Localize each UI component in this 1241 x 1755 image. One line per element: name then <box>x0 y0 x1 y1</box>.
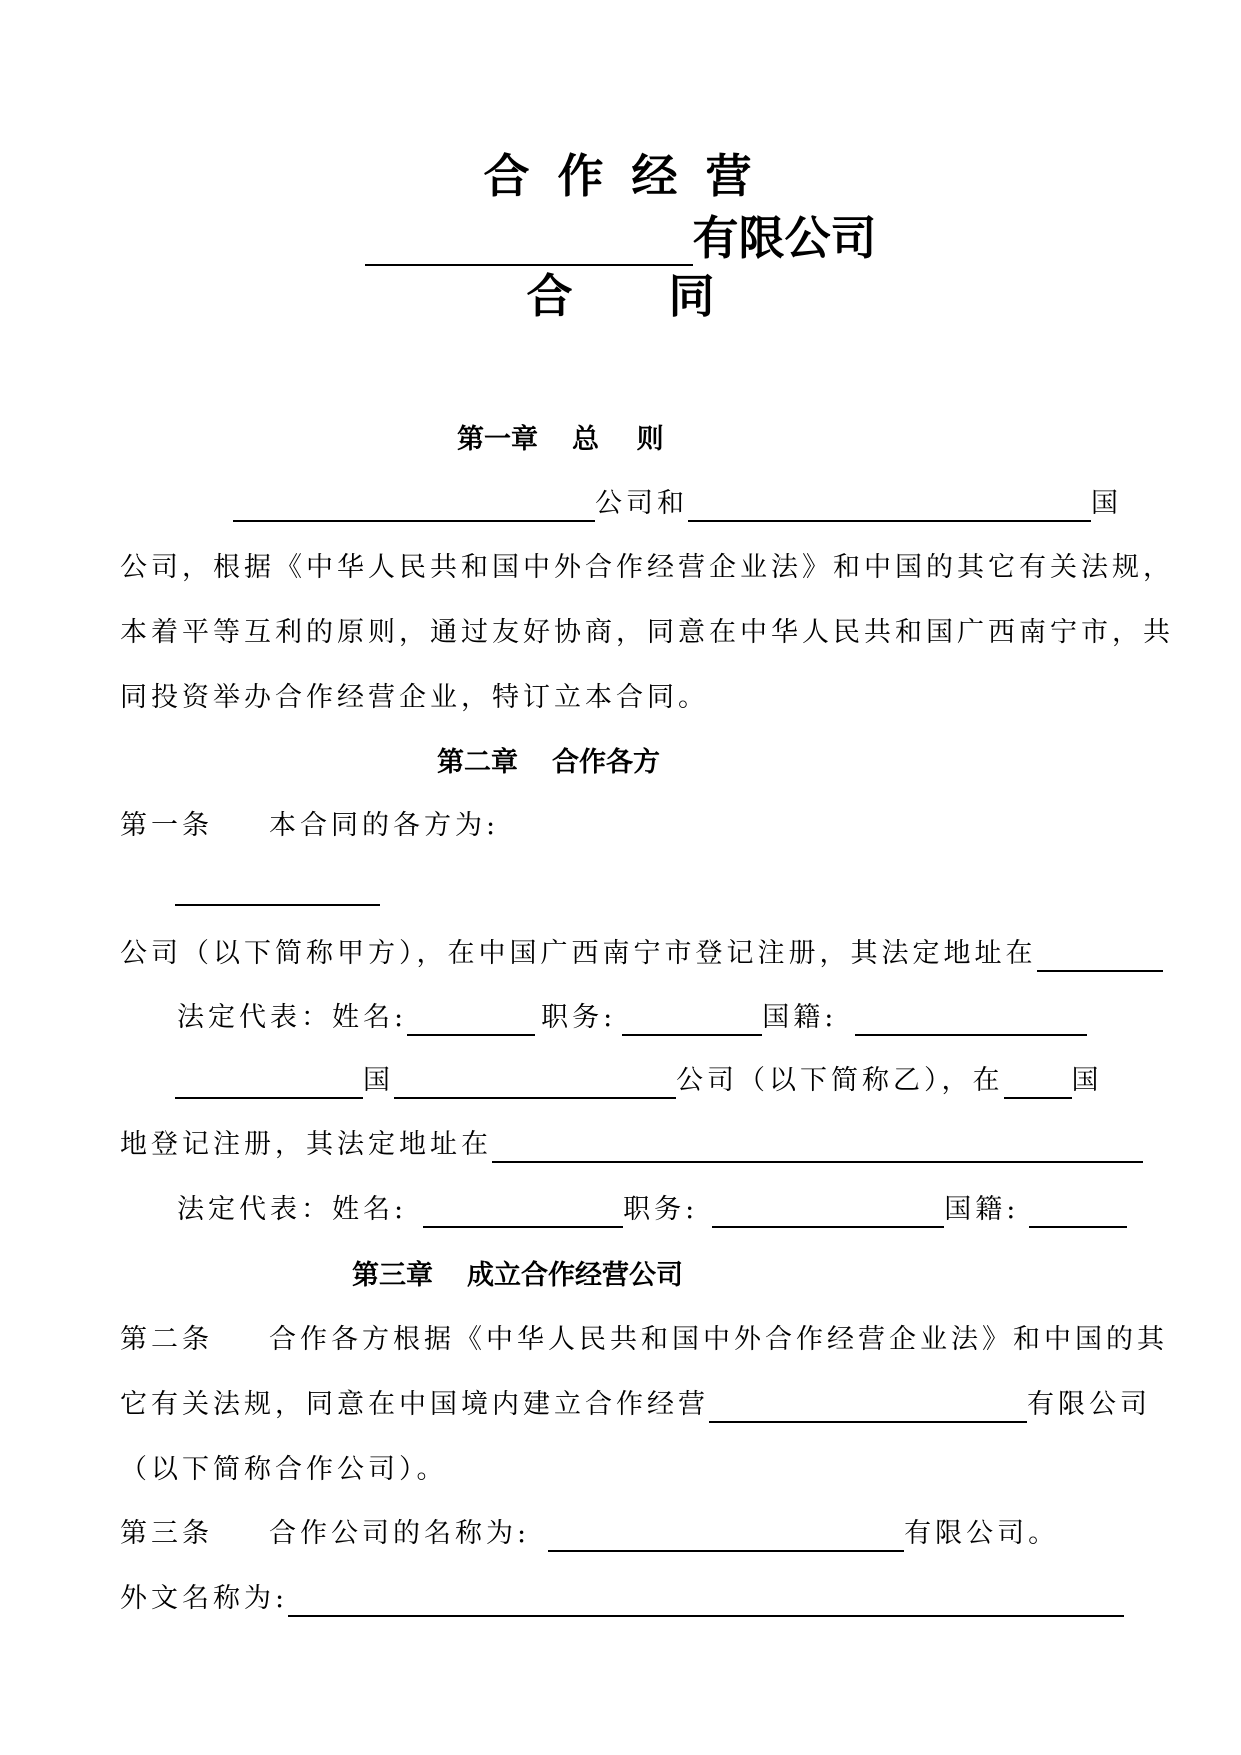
party-b-name-blank2 <box>394 1069 676 1099</box>
party-b-address-blank <box>492 1133 1143 1163</box>
chapter1-parties-line <box>233 486 1122 522</box>
rep-a-nation-label: 国籍: <box>762 1002 838 1033</box>
article2-line1 <box>120 1322 1168 1358</box>
party-b-registration-line <box>120 1127 1143 1163</box>
chapter1-number: 第一章 <box>457 424 538 455</box>
chapter3-number: 第三章 <box>352 1260 433 1291</box>
party-b-representative-line <box>177 1192 1127 1228</box>
chapter1-text-country: 国 <box>1091 488 1122 519</box>
party-b-registration-text: 地登记注册，其法定地址在 <box>120 1129 492 1160</box>
rep-b-name-label: 法定代表：姓名: <box>177 1194 408 1225</box>
chapter2-title: 合作各方 <box>552 747 660 778</box>
rep-a-name-label: 法定代表：姓名: <box>177 1002 408 1033</box>
party-b-registered-country-blank <box>1004 1069 1072 1099</box>
document-title-line2 <box>0 210 1241 266</box>
party-a-registration-text: 公司（以下简称甲方），在中国广西南宁市登记注册，其法定地址在 <box>120 938 1037 969</box>
foreign-name-blank <box>288 1587 1124 1617</box>
document-title-line3: 合 同 <box>526 269 715 323</box>
article1 <box>120 808 499 844</box>
party-b-line <box>175 1063 1103 1099</box>
rep-b-nation-blank <box>1029 1198 1127 1228</box>
article3-line <box>120 1516 1059 1552</box>
rep-a-title-blank <box>622 1006 762 1036</box>
party-a-registration-line <box>120 936 1163 972</box>
rep-b-title-label: 职务: <box>623 1194 699 1225</box>
article2-number: 第二条 <box>120 1324 213 1355</box>
chapter1-paragraph-line3: 本着平等互利的原则，通过友好协商，同意在中华人民共和国广西南宁市，共 <box>120 617 1174 648</box>
party-a-name-line <box>175 870 380 906</box>
chapter3-heading <box>352 1258 683 1294</box>
document-title-line1: 合 作 经 营 <box>483 149 758 203</box>
party-b-country-blank <box>175 1069 363 1099</box>
chapter1-paragraph-line4: 同投资举办合作经营企业，特订立本合同。 <box>120 682 709 713</box>
chapter1-text-company-and: 公司和 <box>595 488 688 519</box>
chapter1-paragraph-line2: 公司，根据《中华人民共和国中外合作经营企业法》和中国的其它有关法规， <box>120 552 1174 583</box>
article1-number: 第一条 <box>120 810 213 841</box>
chapter3-title: 成立合作经营公司 <box>467 1260 683 1291</box>
article2-line3: （以下简称合作公司）。 <box>120 1454 448 1485</box>
foreign-name-line <box>120 1581 1124 1617</box>
rep-a-nation-blank <box>855 1006 1087 1036</box>
article2-text-suffix: 有限公司 <box>1027 1389 1151 1420</box>
party-a-address-blank <box>1037 942 1163 972</box>
party-b-country-text: 国 <box>363 1065 394 1096</box>
rep-a-title-label: 职务: <box>541 1002 617 1033</box>
article2-line2 <box>120 1387 1151 1423</box>
article2-text-line2: 它有关法规，同意在中国境内建立合作经营 <box>120 1389 709 1420</box>
chapter2-heading <box>437 745 660 781</box>
party-a-name-blank <box>233 492 595 522</box>
party-b-country-suffix: 国 <box>1071 1065 1103 1096</box>
rep-a-name-blank <box>407 1006 535 1036</box>
party-a-blank <box>175 876 380 906</box>
chapter2-number: 第二章 <box>437 747 518 778</box>
article3-text: 合作公司的名称为: <box>269 1518 531 1549</box>
rep-b-name-blank <box>423 1198 623 1228</box>
article3-suffix: 有限公司。 <box>904 1518 1060 1549</box>
company-name-blank <box>365 228 693 266</box>
rep-b-nation-label: 国籍: <box>944 1194 1020 1225</box>
rep-b-title-blank <box>712 1198 944 1228</box>
foreign-name-label: 外文名称为: <box>120 1583 289 1614</box>
document-title-suffix: 有限公司 <box>692 211 877 265</box>
article2-text-line1: 合作各方根据《中华人民共和国中外合作经营企业法》和中国的其 <box>269 1324 1168 1355</box>
chapter1-title: 总 则 <box>572 424 664 455</box>
party-b-name-blank <box>688 492 1091 522</box>
chapter1-heading <box>457 422 664 458</box>
party-a-representative-line <box>177 1000 1087 1036</box>
party-b-company-text: 公司（以下简称乙），在 <box>676 1065 1004 1096</box>
company-chinese-name-blank <box>548 1522 904 1552</box>
joint-company-name-blank <box>709 1393 1027 1423</box>
article1-text: 本合同的各方为: <box>269 810 500 841</box>
article3-number: 第三条 <box>120 1518 213 1549</box>
